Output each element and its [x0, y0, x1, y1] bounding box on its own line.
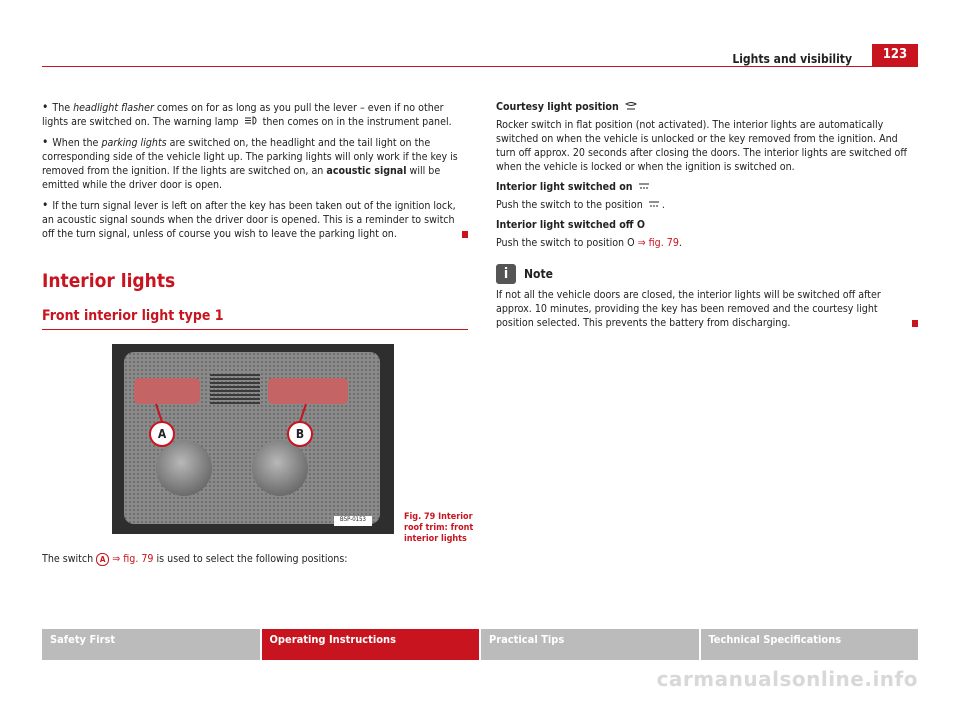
right-column — [496, 100, 918, 336]
bullet-dot-icon: • — [42, 198, 49, 212]
tab-practical-tips[interactable]: Practical Tips — [481, 629, 699, 660]
section-end-icon — [462, 231, 468, 238]
interior-light-photo — [112, 344, 394, 534]
tab-operating-instructions[interactable]: Operating Instructions — [262, 629, 480, 660]
key-a-badge: A — [96, 553, 109, 566]
footer-tabs — [42, 629, 918, 660]
courtesy-light-icon — [624, 100, 638, 114]
fig-79-link[interactable]: ⇒ fig. 79 — [637, 237, 679, 249]
light-off-heading: Interior light switched off O — [496, 219, 645, 231]
watermark: carmanualsonline.info — [656, 667, 918, 691]
courtesy-light-text: Rocker switch in flat position (not activated). The interior lights are automatically switched on when the vehicle is unlocked or the key removed from the ignition. And turn off approx. 20 seconds after closing the doors. The interior lights are switched off when the vehicle is locked or when the ignition is switched on. — [496, 119, 907, 173]
light-off-text: Push the switch to position O ⇒ fig. 79. — [496, 237, 682, 249]
figure-label-b: B — [295, 427, 305, 441]
page-header-title: Lights and visibility — [732, 52, 852, 66]
interior-light-on-icon — [648, 198, 660, 212]
note-heading: i Note — [496, 264, 918, 284]
page-number-badge: 123 — [872, 44, 918, 66]
bullet-dot-icon: • — [42, 135, 49, 149]
note-text: If not all the vehicle doors are closed, the interior lights will be switched off after approx. 10 minutes, providing the key has been removed and the courtesy light position selected. This prevents the battery from discharging. — [496, 288, 918, 330]
section-title: Interior lights — [42, 270, 176, 292]
figure-79 — [42, 344, 474, 544]
left-column — [42, 100, 474, 572]
info-icon: i — [496, 264, 516, 284]
interior-light-on-icon — [638, 180, 650, 194]
tab-safety-first[interactable]: Safety First — [42, 629, 260, 660]
tab-technical-specifications[interactable]: Technical Specifications — [701, 629, 919, 660]
light-on-text: Push the switch to the position . — [496, 199, 665, 211]
switch-positions-intro: The switch A ⇒ fig. 79 is used to select the following positions: — [42, 553, 348, 565]
photo-code: B5P-0153 — [340, 516, 366, 523]
subsection-title: Front interior light type 1 — [42, 307, 468, 330]
light-on-heading: Interior light switched on — [496, 180, 918, 194]
bullet-headlight-flasher: • The headlight flasher comes on for as long as you pull the lever – even if no other lights are switched on. The warning lamp then comes on in the instrument panel. — [42, 100, 452, 128]
courtesy-light-heading: Courtesy light position — [496, 100, 918, 114]
fig-79-link[interactable]: ⇒ fig. 79 — [112, 553, 154, 565]
figure-label-a: A — [157, 427, 167, 441]
header-rule — [42, 66, 918, 67]
bullet-turn-signal: • If the turn signal lever is left on after the key has been taken out of the ignition lock, an acoustic signal sounds when the driver door is opened. This is a reminder to switch off the turn signal, unless of course you wish to leave the parking light on. — [42, 198, 468, 241]
bullet-dot-icon: • — [42, 100, 49, 114]
section-end-icon — [912, 320, 918, 327]
bullet-parking-lights: • When the parking lights are switched on, the headlight and the tail light on the corresponding side of the vehicle light up. The parking lights will only work if the key is removed from the ignition. If the lights are switched on, an acoustic signal will be emitted while the driver door is open. — [42, 135, 458, 191]
figure-caption: Fig. 79 Interior roof trim: front interior lights — [404, 512, 474, 544]
high-beam-warning-icon — [244, 115, 258, 129]
